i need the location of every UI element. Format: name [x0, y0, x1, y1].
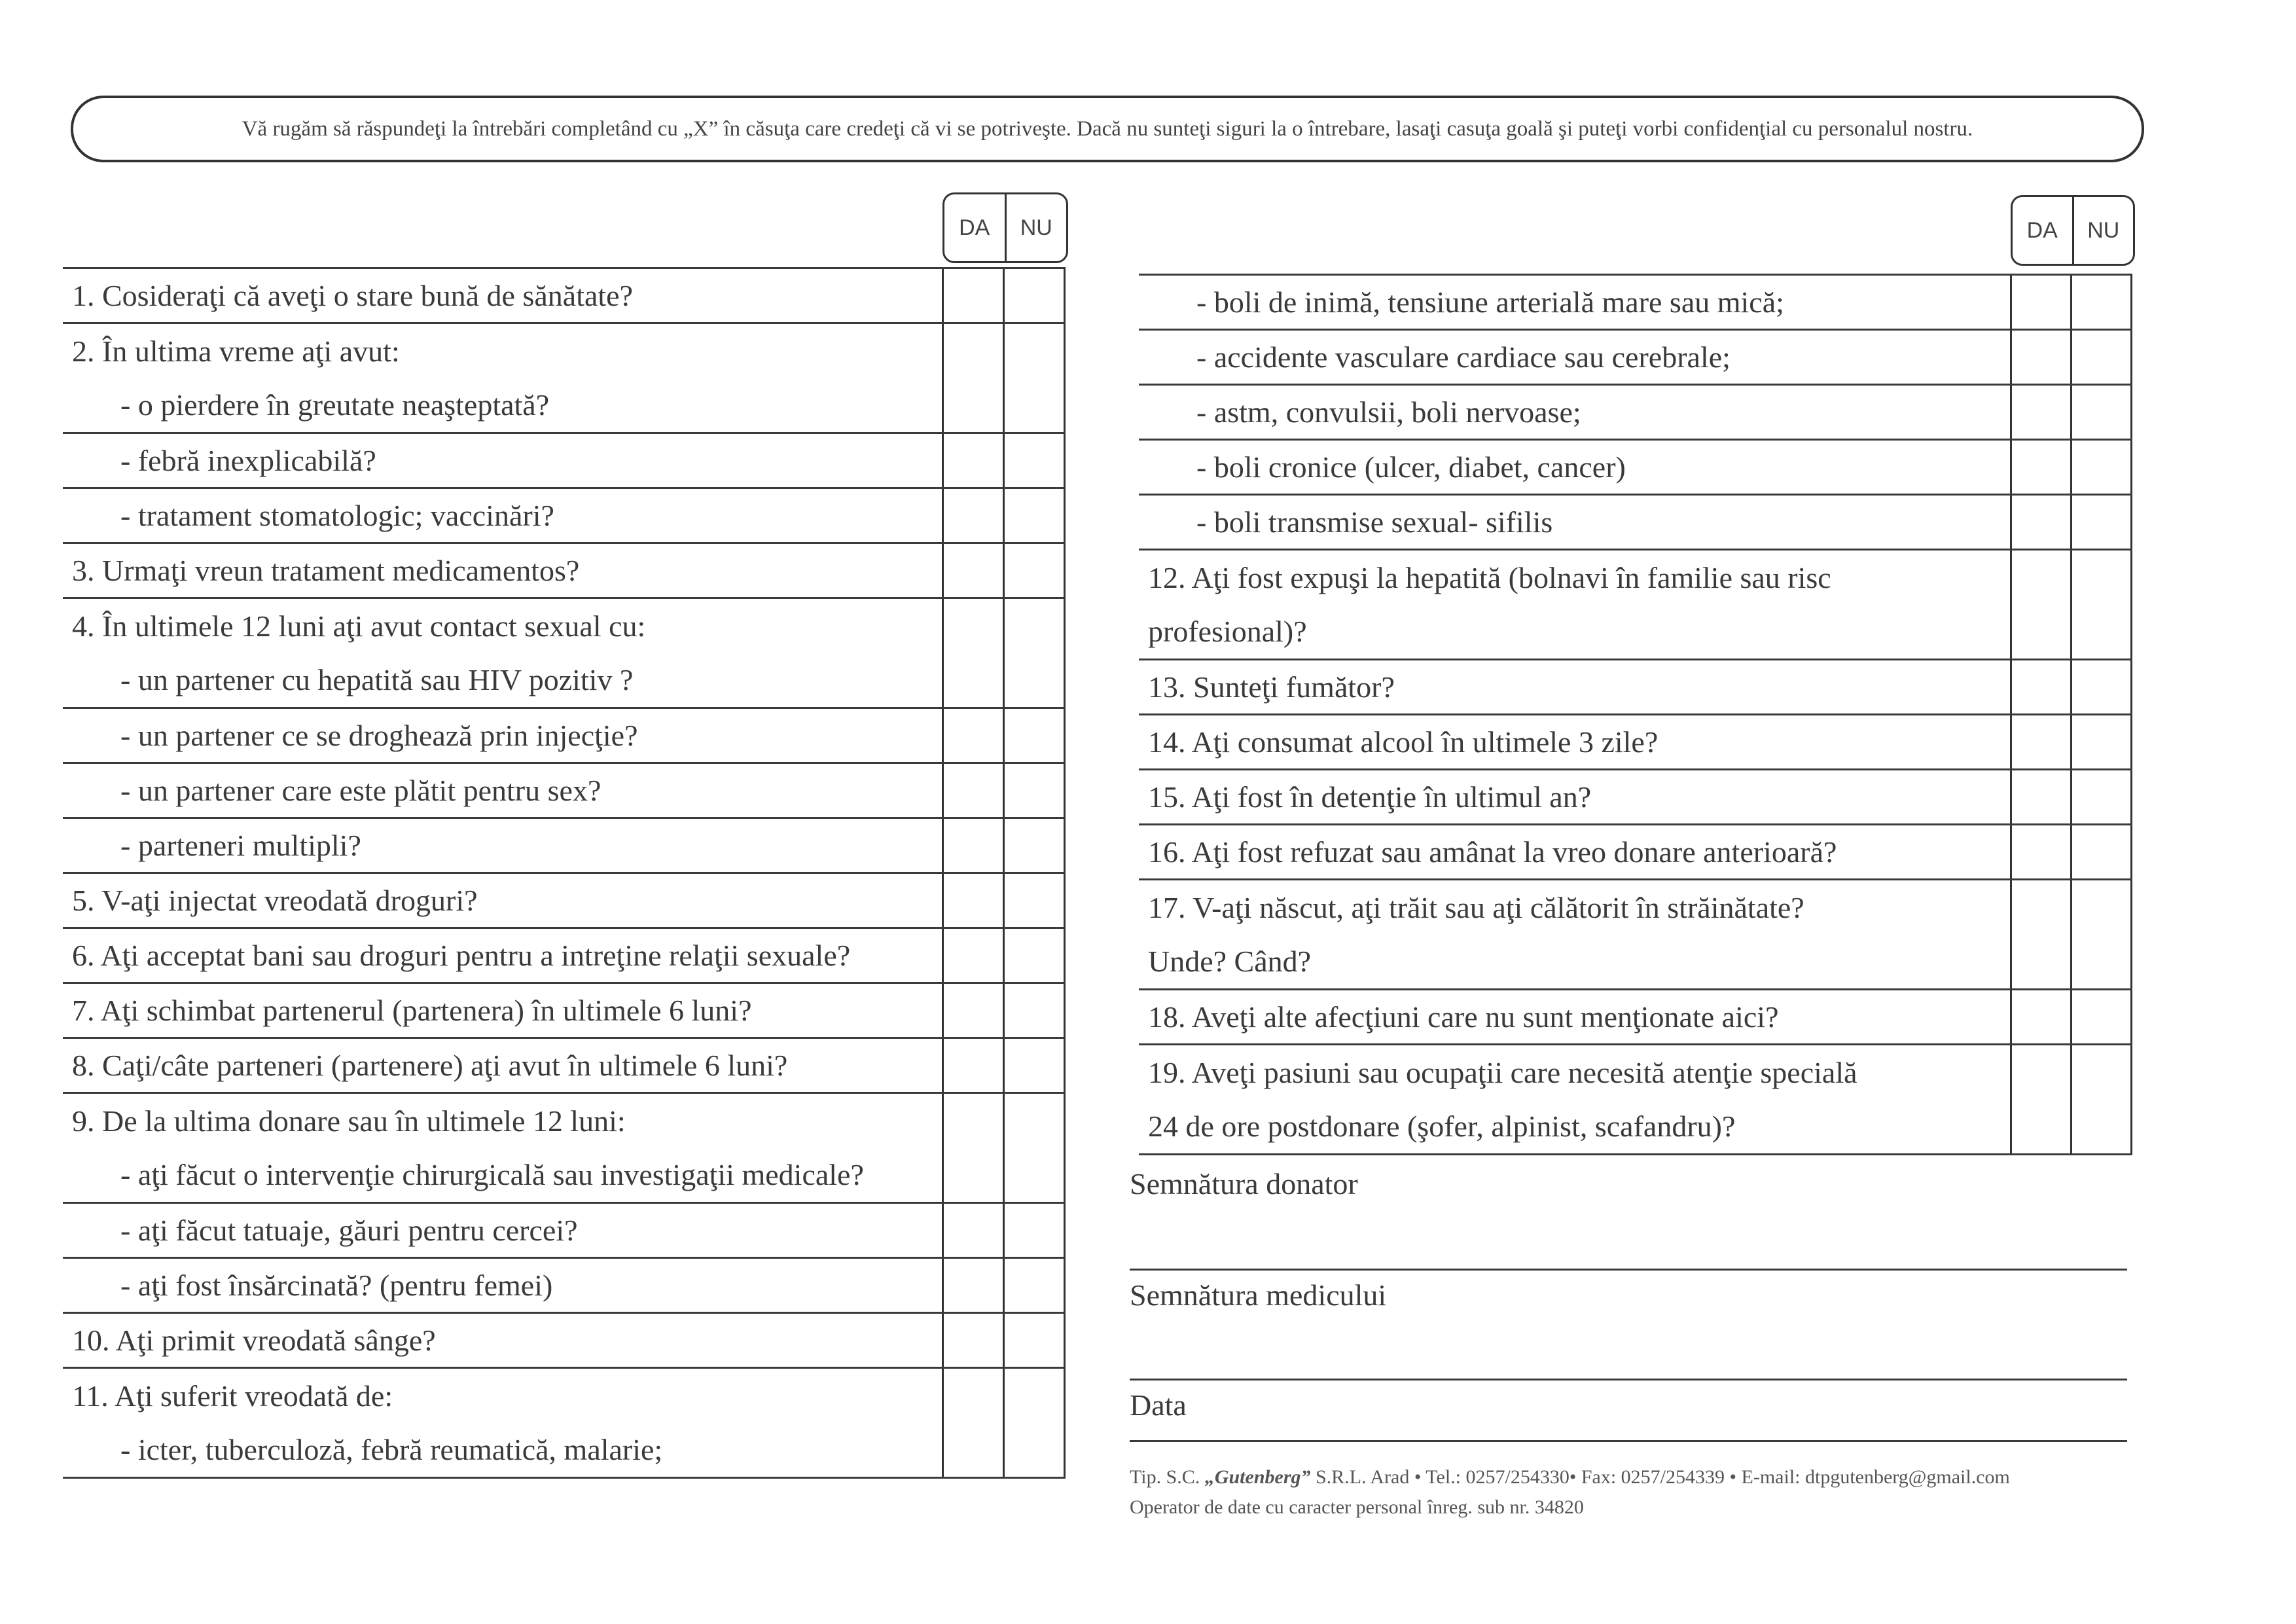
- doctor-signature-label: Semnătura medicului: [1130, 1278, 1387, 1312]
- yes-checkbox[interactable]: [942, 873, 1003, 928]
- no-checkbox[interactable]: [2071, 495, 2131, 550]
- no-checkbox[interactable]: [1003, 268, 1064, 323]
- question-text: 7. Aţi schimbat partenerul (partenera) în ultimele 6 luni?: [63, 983, 942, 1038]
- yes-checkbox[interactable]: [2011, 275, 2071, 330]
- yes-checkbox[interactable]: [942, 378, 1003, 433]
- yes-checkbox[interactable]: [942, 598, 1003, 653]
- yes-header: DA: [959, 215, 990, 240]
- yes-checkbox[interactable]: [2011, 605, 2071, 660]
- question-text: - un partener care este plătit pentru sex?: [63, 763, 942, 818]
- yes-checkbox[interactable]: [942, 543, 1003, 598]
- right-column: [1130, 0, 2131, 1624]
- question-text: - un partener ce se droghează prin injecţie?: [63, 708, 942, 763]
- question-text: 17. V-aţi născut, aţi trăit sau aţi călătorit în străinătate?: [1148, 890, 1804, 924]
- question-text: 24 de ore postdonare (şofer, alpinist, scafandru)?: [1139, 1100, 2011, 1155]
- imprint-suffix: S.R.L. Arad • Tel.: 0257/254330• Fax: 0257/254339 • E-mail: dtpgutenberg@gmail.com: [1310, 1466, 2010, 1488]
- question-row: [1139, 1045, 2131, 1100]
- no-header: NU: [1005, 194, 1067, 261]
- no-checkbox[interactable]: [2071, 715, 2131, 770]
- yes-checkbox[interactable]: [942, 1203, 1003, 1258]
- no-checkbox[interactable]: [2071, 385, 2131, 440]
- yes-checkbox[interactable]: [942, 763, 1003, 818]
- date-field[interactable]: [1130, 1440, 2127, 1442]
- yes-checkbox[interactable]: [2011, 440, 2071, 495]
- no-checkbox[interactable]: [2071, 880, 2131, 935]
- yes-checkbox[interactable]: [942, 488, 1003, 543]
- question-text: Unde? Când?: [1139, 935, 2011, 990]
- question-text: 10. Aţi primit vreodată sânge?: [63, 1313, 942, 1368]
- no-checkbox[interactable]: [2071, 660, 2131, 715]
- question-text: 19. Aveţi pasiuni sau ocupaţii care necesită atenţie specială: [1148, 1055, 1857, 1089]
- question-text: - aţi fost însărcinată? (pentru femei): [63, 1258, 942, 1313]
- printer-imprint: [1130, 1466, 2010, 1489]
- no-checkbox[interactable]: [1003, 873, 1064, 928]
- yes-checkbox[interactable]: [942, 1258, 1003, 1313]
- no-checkbox[interactable]: [1003, 1148, 1064, 1203]
- question-row: [63, 268, 1064, 323]
- question-row: [63, 1368, 1064, 1423]
- yes-checkbox[interactable]: [2011, 880, 2071, 935]
- question-text: 6. Aţi acceptat bani sau droguri pentru a intreţine relaţii sexuale?: [63, 928, 942, 983]
- no-checkbox[interactable]: [1003, 763, 1064, 818]
- yes-checkbox[interactable]: [2011, 770, 2071, 825]
- questions-table-right: [1139, 274, 2132, 1155]
- imprint-prefix: Tip. S.C.: [1130, 1466, 1205, 1488]
- question-text: - parteneri multipli?: [63, 818, 942, 873]
- question-text: - o pierdere în greutate neaşteptată?: [63, 378, 942, 433]
- yes-checkbox[interactable]: [942, 928, 1003, 983]
- yes-checkbox[interactable]: [2011, 495, 2071, 550]
- question-text: 3. Urmaţi vreun tratament medicamentos?: [63, 543, 942, 598]
- no-checkbox[interactable]: [1003, 1368, 1064, 1423]
- question-row: [63, 763, 1064, 818]
- question-row: [63, 323, 1064, 378]
- no-checkbox[interactable]: [1003, 1038, 1064, 1093]
- question-row: [63, 433, 1064, 488]
- question-row: [63, 983, 1064, 1038]
- question-row: [1139, 550, 2131, 605]
- no-checkbox[interactable]: [1003, 488, 1064, 543]
- question-row: [1139, 660, 2131, 715]
- no-checkbox[interactable]: [1003, 1093, 1064, 1148]
- no-checkbox[interactable]: [1003, 543, 1064, 598]
- question-text: - astm, convulsii, boli nervoase;: [1139, 385, 2011, 440]
- question-text: 16. Aţi fost refuzat sau amânat la vreo donare anterioară?: [1139, 825, 2011, 880]
- question-row: [1139, 990, 2131, 1045]
- answer-header-left: [942, 192, 1068, 263]
- question-text: 1. Cosideraţi că aveţi o stare bună de sănătate?: [63, 268, 942, 323]
- yes-checkbox[interactable]: [942, 1038, 1003, 1093]
- no-checkbox[interactable]: [2071, 1100, 2131, 1155]
- question-text: 12. Aţi fost expuşi la hepatită (bolnavi în familie sau risc: [1148, 560, 1831, 594]
- yes-checkbox[interactable]: [942, 268, 1003, 323]
- instructions-banner: Vă rugăm să răspundeţi la întrebări completând cu „X” în căsuţa care credeţi că vi se potriveşte. Dacă nu sunteţi siguri la o întrebare, lasaţi casuţa goală şi puteţi vorbi confidenţial cu personalul nostru.: [71, 96, 2144, 162]
- question-text: - un partener cu hepatită sau HIV pozitiv ?: [63, 653, 942, 708]
- question-text: 5. V-aţi injectat vreodată droguri?: [63, 873, 942, 928]
- question-text: - febră inexplicabilă?: [63, 433, 942, 488]
- question-row: [63, 1038, 1064, 1093]
- question-row: [63, 708, 1064, 763]
- no-header: NU: [2072, 197, 2134, 264]
- question-text: 14. Aţi consumat alcool în ultimele 3 zile?: [1139, 715, 2011, 770]
- no-checkbox[interactable]: [1003, 433, 1064, 488]
- question-row: [63, 653, 1064, 708]
- donor-signature-field[interactable]: [1130, 1269, 2127, 1271]
- question-text: 15. Aţi fost în detenţie în ultimul an?: [1139, 770, 2011, 825]
- question-text: 2. În ultima vreme aţi avut:: [72, 334, 400, 368]
- question-row: [1139, 440, 2131, 495]
- no-checkbox[interactable]: [1003, 708, 1064, 763]
- no-checkbox[interactable]: [1003, 1258, 1064, 1313]
- yes-checkbox[interactable]: [2011, 385, 2071, 440]
- question-row: [1139, 935, 2131, 990]
- yes-checkbox[interactable]: [2011, 660, 2071, 715]
- question-row: [63, 1258, 1064, 1313]
- yes-checkbox[interactable]: [942, 708, 1003, 763]
- question-text: - boli transmise sexual- sifilis: [1139, 495, 2011, 550]
- no-checkbox[interactable]: [2071, 330, 2131, 385]
- question-row: [63, 378, 1064, 433]
- date-label: Data: [1130, 1388, 1187, 1422]
- question-row: [63, 1203, 1064, 1258]
- no-checkbox[interactable]: [2071, 1045, 2131, 1100]
- question-row: [1139, 770, 2131, 825]
- no-checkbox[interactable]: [2071, 550, 2131, 605]
- yes-checkbox[interactable]: [942, 1148, 1003, 1203]
- answer-header-right: [2011, 195, 2135, 266]
- yes-checkbox[interactable]: [2011, 1100, 2071, 1155]
- question-row: [1139, 385, 2131, 440]
- question-text: 4. În ultimele 12 luni aţi avut contact sexual cu:: [72, 609, 646, 643]
- no-checkbox[interactable]: [2071, 770, 2131, 825]
- question-text: 11. Aţi suferit vreodată de:: [72, 1379, 393, 1413]
- no-checkbox[interactable]: [1003, 323, 1064, 378]
- no-checkbox[interactable]: [1003, 983, 1064, 1038]
- question-row: [63, 598, 1064, 653]
- data-operator-note: Operator de date cu caracter personal înreg. sub nr. 34820: [1130, 1496, 1584, 1518]
- yes-header: DA: [2026, 217, 2058, 243]
- question-row: [1139, 1100, 2131, 1155]
- question-row: [1139, 330, 2131, 385]
- question-text: profesional)?: [1139, 605, 2011, 660]
- question-row: [1139, 275, 2131, 330]
- question-row: [1139, 715, 2131, 770]
- question-text: - boli de inimă, tensiune arterială mare sau mică;: [1139, 275, 2011, 330]
- question-text: - boli cronice (ulcer, diabet, cancer): [1139, 440, 2011, 495]
- no-checkbox[interactable]: [1003, 653, 1064, 708]
- no-checkbox[interactable]: [1003, 598, 1064, 653]
- no-checkbox[interactable]: [2071, 990, 2131, 1045]
- yes-checkbox[interactable]: [942, 983, 1003, 1038]
- question-row: [63, 1423, 1064, 1478]
- question-row: [63, 1313, 1064, 1368]
- question-text: - accidente vasculare cardiace sau cerebrale;: [1139, 330, 2011, 385]
- questions-table-left: [63, 267, 1066, 1479]
- question-row: [1139, 605, 2131, 660]
- question-row: [63, 1093, 1064, 1148]
- question-text: 13. Sunteţi fumător?: [1139, 660, 2011, 715]
- yes-checkbox[interactable]: [2011, 715, 2071, 770]
- no-checkbox[interactable]: [1003, 1203, 1064, 1258]
- no-checkbox[interactable]: [2071, 440, 2131, 495]
- no-checkbox[interactable]: [2071, 935, 2131, 990]
- no-checkbox[interactable]: [2071, 275, 2131, 330]
- yes-checkbox[interactable]: [2011, 935, 2071, 990]
- yes-checkbox[interactable]: [942, 1423, 1003, 1478]
- no-checkbox[interactable]: [2071, 605, 2131, 660]
- yes-checkbox[interactable]: [942, 1313, 1003, 1368]
- yes-checkbox[interactable]: [942, 433, 1003, 488]
- question-row: [63, 873, 1064, 928]
- question-text: 9. De la ultima donare sau în ultimele 12 luni:: [72, 1104, 626, 1138]
- question-row: [63, 1148, 1064, 1203]
- no-checkbox[interactable]: [1003, 378, 1064, 433]
- question-text: - aţi făcut o intervenţie chirurgicală sau investigaţii medicale?: [63, 1148, 942, 1203]
- yes-checkbox[interactable]: [2011, 550, 2071, 605]
- no-checkbox[interactable]: [1003, 818, 1064, 873]
- yes-checkbox[interactable]: [942, 653, 1003, 708]
- yes-checkbox[interactable]: [942, 323, 1003, 378]
- no-checkbox[interactable]: [2071, 825, 2131, 880]
- yes-checkbox[interactable]: [942, 818, 1003, 873]
- question-row: [63, 543, 1064, 598]
- no-checkbox[interactable]: [1003, 1423, 1064, 1478]
- yes-checkbox[interactable]: [2011, 1045, 2071, 1100]
- question-text: 18. Aveţi alte afecţiuni care nu sunt menţionate aici?: [1139, 990, 2011, 1045]
- yes-checkbox[interactable]: [2011, 330, 2071, 385]
- doctor-signature-field[interactable]: [1130, 1379, 2127, 1380]
- question-row: [63, 488, 1064, 543]
- question-row: [63, 928, 1064, 983]
- question-text: 8. Caţi/câte parteneri (partenere) aţi avut în ultimele 6 luni?: [63, 1038, 942, 1093]
- yes-checkbox[interactable]: [2011, 825, 2071, 880]
- question-text: - icter, tuberculoză, febră reumatică, malarie;: [63, 1423, 942, 1478]
- imprint-company: „Gutenberg”: [1204, 1466, 1311, 1488]
- question-text: - tratament stomatologic; vaccinări?: [63, 488, 942, 543]
- question-row: [1139, 880, 2131, 935]
- question-row: [1139, 825, 2131, 880]
- question-text: - aţi făcut tatuaje, găuri pentru cercei?: [63, 1203, 942, 1258]
- donor-signature-label: Semnătura donator: [1130, 1167, 1358, 1200]
- no-checkbox[interactable]: [1003, 1313, 1064, 1368]
- no-checkbox[interactable]: [1003, 928, 1064, 983]
- question-row: [1139, 495, 2131, 550]
- yes-checkbox[interactable]: [2011, 990, 2071, 1045]
- yes-checkbox[interactable]: [942, 1368, 1003, 1423]
- question-row: [63, 818, 1064, 873]
- left-column: [63, 0, 1068, 1624]
- yes-checkbox[interactable]: [942, 1093, 1003, 1148]
